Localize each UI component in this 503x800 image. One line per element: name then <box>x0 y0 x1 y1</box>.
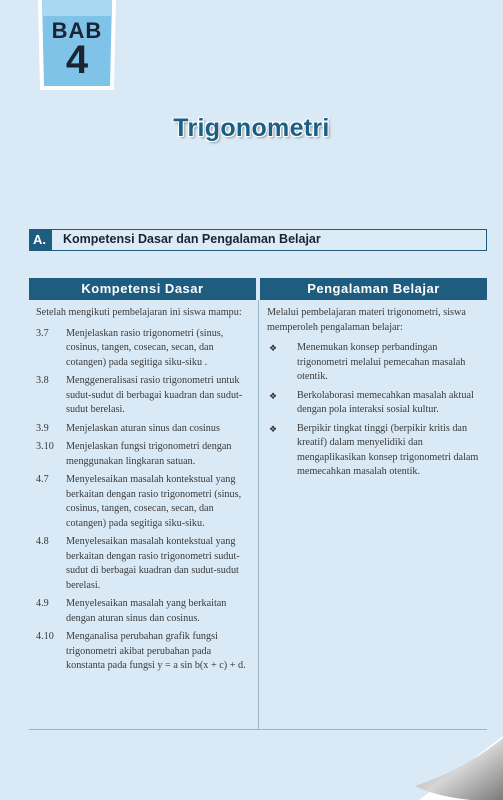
kompetensi-item <box>36 374 252 418</box>
kompetensi-number: 4.10 <box>36 631 54 642</box>
kompetensi-number: 4.9 <box>36 598 49 609</box>
kompetensi-number: 3.7 <box>36 327 49 339</box>
kompetensi-list <box>36 327 252 674</box>
section-header <box>29 229 487 251</box>
pengalaman-item <box>267 341 481 385</box>
chapter-label: BAB <box>51 18 103 43</box>
kompetensi-item <box>36 422 252 437</box>
kompetensi-item <box>36 630 252 674</box>
kompetensi-number: 4.8 <box>36 536 49 547</box>
competency-table <box>29 278 487 730</box>
kompetensi-text: Menyelesaikan masalah yang berkaitan dengan aturan sinus dan cosinus. <box>66 598 227 624</box>
kompetensi-text: Menganalisa perubahan grafik fungsi trigonometri akibat perubahan pada konstanta pada fungsi y = a sin b(x + c) + d. <box>66 631 246 671</box>
chapter-title: Trigonometri <box>173 114 330 142</box>
kompetensi-text: Menggeneralisasi rasio trigonometri untuk sudut-sudut di berbagai kuadran dan sudut-sudut berelasi. <box>66 375 243 415</box>
kompetensi-item <box>36 440 252 469</box>
diamond-bullet-icon: ❖ <box>269 423 278 434</box>
page-curl-icon <box>411 736 503 800</box>
header-pengalaman-belajar: Pengalaman Belajar <box>260 278 487 300</box>
kompetensi-number: 3.10 <box>36 441 54 452</box>
kompetensi-number: 4.7 <box>36 474 49 485</box>
pengalaman-belajar-cell <box>267 306 481 484</box>
kompetensi-text: Menjelaskan rasio trigonometri (sinus, cosinus, tangen, cosecan, secan, dan cotangen) pada segitiga siku-siku . <box>66 327 224 368</box>
kompetensi-text: Menyelesaikan masalah kontekstual yang berkaitan dengan rasio trigonometri sudut-sudut di berbagai kuadran dan sudut-sudut berelasi. <box>66 536 240 591</box>
chapter-number: 4 <box>65 38 89 82</box>
table-bottom-rule <box>29 729 487 730</box>
diamond-bullet-icon: ❖ <box>269 390 278 401</box>
section-title: Kompetensi Dasar dan Pengalaman Belajar <box>63 232 321 246</box>
kompetensi-intro: Setelah mengikuti pembelajaran ini siswa mampu: <box>36 307 242 318</box>
pengalaman-text: Menemukan konsep perbandingan trigonometri melalui pemecahan masalah otentik. <box>297 342 466 382</box>
chapter-badge <box>36 0 118 92</box>
pengalaman-text: Berpikir tingkat tinggi (berpikir kritis dan kreatif) dalam menyelidiki dan mengaplikasikan konsep trigonometri dalam memecahkan masalah otentik. <box>297 422 479 477</box>
kompetensi-item <box>36 473 252 531</box>
column-divider <box>258 300 259 730</box>
kompetensi-text: Menjelaskan aturan sinus dan cosinus <box>66 422 220 434</box>
kompetensi-item <box>36 327 252 371</box>
pengalaman-list <box>267 341 481 480</box>
kompetensi-item <box>36 535 252 593</box>
pengalaman-item <box>267 422 481 480</box>
kompetensi-text: Menjelaskan fungsi trigonometri dengan menggunakan lingkaran satuan. <box>66 441 232 467</box>
kompetensi-number: 3.9 <box>36 422 49 434</box>
diamond-bullet-icon: ❖ <box>269 343 278 353</box>
header-kompetensi-dasar: Kompetensi Dasar <box>29 278 256 300</box>
kompetensi-text: Menyelesaikan masalah kontekstual yang berkaitan dengan rasio trigonometri (sinus, cosinus, tangen, cosecan, secan, dan cotangen) pada segitiga siku-siku. <box>66 474 242 529</box>
kompetensi-dasar-cell <box>36 306 252 678</box>
pengalaman-text: Berkolaborasi memecahkan masalah aktual dengan pola interaksi sosial kultur. <box>297 389 474 415</box>
pengalaman-intro: Melalui pembelajaran materi trigonometri, siswa memperoleh pengalaman belajar: <box>267 307 466 333</box>
pengalaman-item <box>267 389 481 418</box>
kompetensi-item <box>36 597 252 626</box>
section-letter: A. <box>29 229 52 251</box>
kompetensi-number: 3.8 <box>36 375 49 386</box>
